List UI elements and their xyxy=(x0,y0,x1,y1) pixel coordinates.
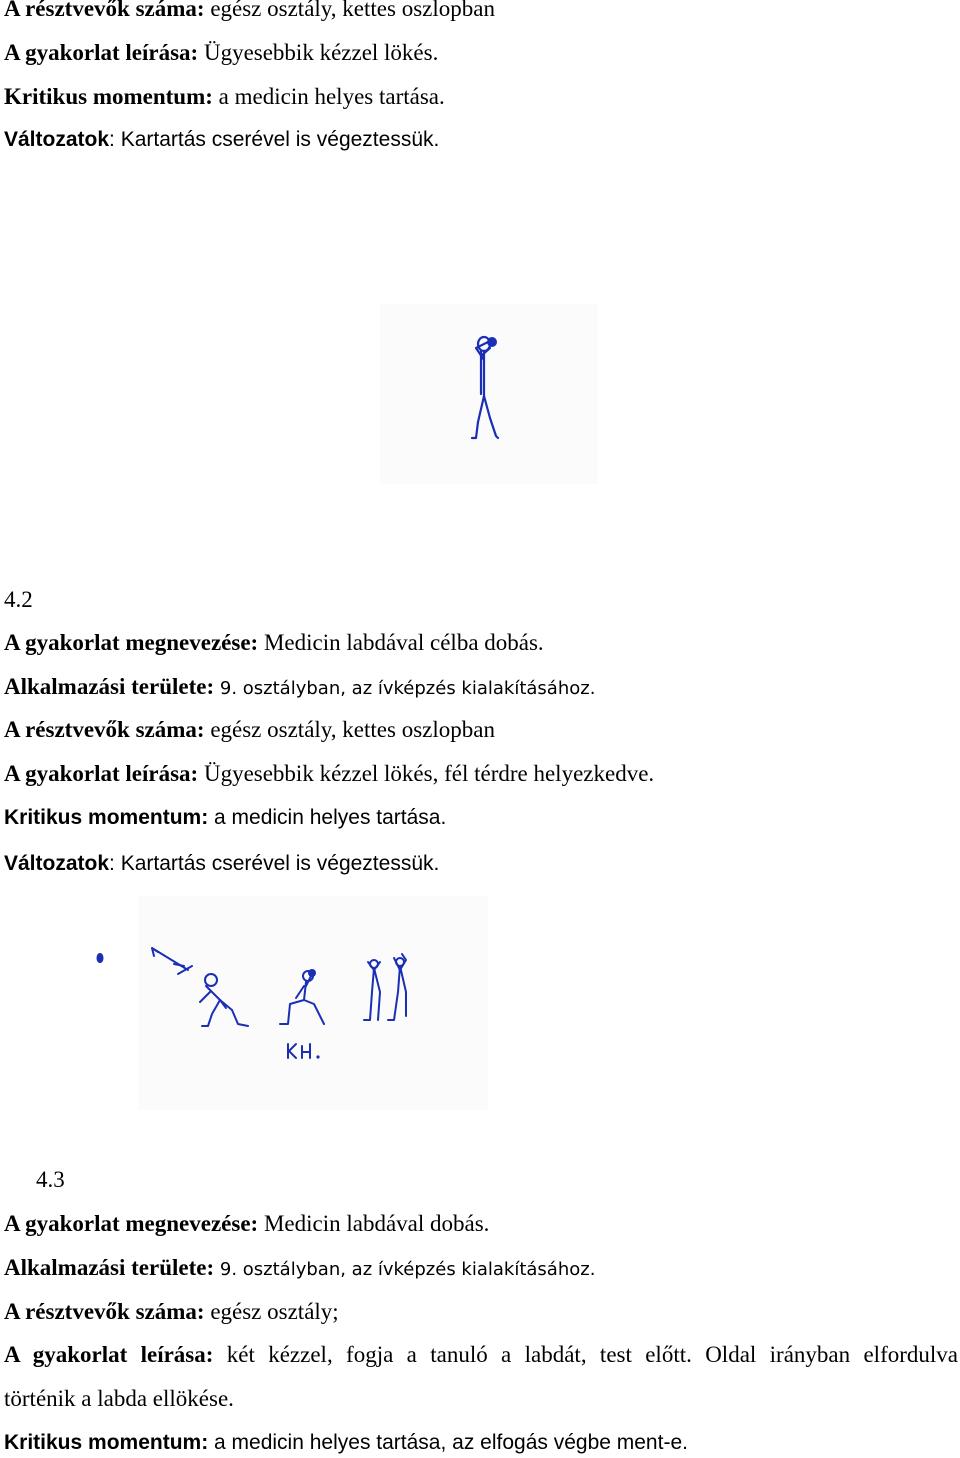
section-number-4-3: 4.3 xyxy=(36,1167,65,1192)
critical-label: Kritikus momentum: xyxy=(4,1431,209,1454)
name-line-3 xyxy=(4,1211,489,1237)
variants-line-1 xyxy=(4,128,439,152)
participants-line-3 xyxy=(4,1299,339,1325)
variants-label: Változatok xyxy=(4,852,110,875)
critical-value: a medicin helyes tartása, az elfogás végbe ment-e. xyxy=(214,1431,688,1454)
participants-value: egész osztály, kettes oszlopban xyxy=(210,717,495,742)
section-number-4-2: 4.2 xyxy=(4,587,33,612)
area-line-3 xyxy=(4,1255,595,1281)
name-label: A gyakorlat megnevezése: xyxy=(4,1211,259,1236)
description-line-2 xyxy=(4,761,654,787)
description-value: Ügyesebbik kézzel lökés, fél térdre helyezkedve. xyxy=(203,761,655,786)
variants-line-2 xyxy=(4,852,439,876)
description-value-line1: két kézzel, fogja a tanuló a labdát, test előtt. Oldal irányban elfordulva xyxy=(226,1342,958,1367)
participants-line-1 xyxy=(4,0,495,22)
critical-line-3 xyxy=(4,1431,688,1455)
figure-kneeling-throw xyxy=(88,896,488,1110)
critical-label: Kritikus momentum: xyxy=(4,806,209,829)
name-label: A gyakorlat megnevezése: xyxy=(4,630,259,655)
critical-value: a medicin helyes tartása. xyxy=(218,84,445,109)
variants-label: Változatok xyxy=(4,128,110,151)
participants-value: egész osztály, kettes oszlopban xyxy=(210,0,495,21)
stick-figure-drawing xyxy=(380,304,598,484)
area-label: Alkalmazási területe: xyxy=(4,1255,215,1280)
description-line-3b: történik a labda ellökése. xyxy=(4,1386,234,1411)
name-value: Medicin labdával dobás. xyxy=(263,1211,490,1236)
area-label: Alkalmazási területe: xyxy=(4,674,215,699)
description-label: A gyakorlat leírása: xyxy=(4,761,199,786)
participants-label: A résztvevők száma: xyxy=(4,1299,205,1324)
variants-value: : Kartartás cserével is végeztessük. xyxy=(109,852,440,875)
critical-line-2 xyxy=(4,806,446,830)
variants-value: : Kartartás cserével is végeztessük. xyxy=(109,128,440,151)
critical-label: Kritikus momentum: xyxy=(4,84,213,109)
critical-line-1 xyxy=(4,84,445,110)
name-line-2 xyxy=(4,630,544,656)
participants-label: A résztvevők száma: xyxy=(4,0,205,21)
description-line-3a xyxy=(4,1342,958,1368)
throw-sequence-drawing xyxy=(88,896,488,1110)
description-line-1 xyxy=(4,40,438,66)
name-value: Medicin labdával célba dobás. xyxy=(263,630,544,655)
participants-line-2 xyxy=(4,717,495,743)
figure-standing-put xyxy=(380,304,598,484)
area-value: 9. osztályban, az ívképzés kialakításához. xyxy=(219,1259,596,1280)
description-label: A gyakorlat leírása: xyxy=(4,40,199,65)
participants-label: A résztvevők száma: xyxy=(4,717,205,742)
description-value: Ügyesebbik kézzel lökés. xyxy=(203,40,439,65)
participants-value: egész osztály; xyxy=(210,1299,339,1324)
critical-value: a medicin helyes tartása. xyxy=(214,806,447,829)
area-line-2 xyxy=(4,674,595,700)
description-label: A gyakorlat leírása: xyxy=(4,1342,214,1367)
area-value: 9. osztályban, az ívképzés kialakításához. xyxy=(219,678,596,699)
